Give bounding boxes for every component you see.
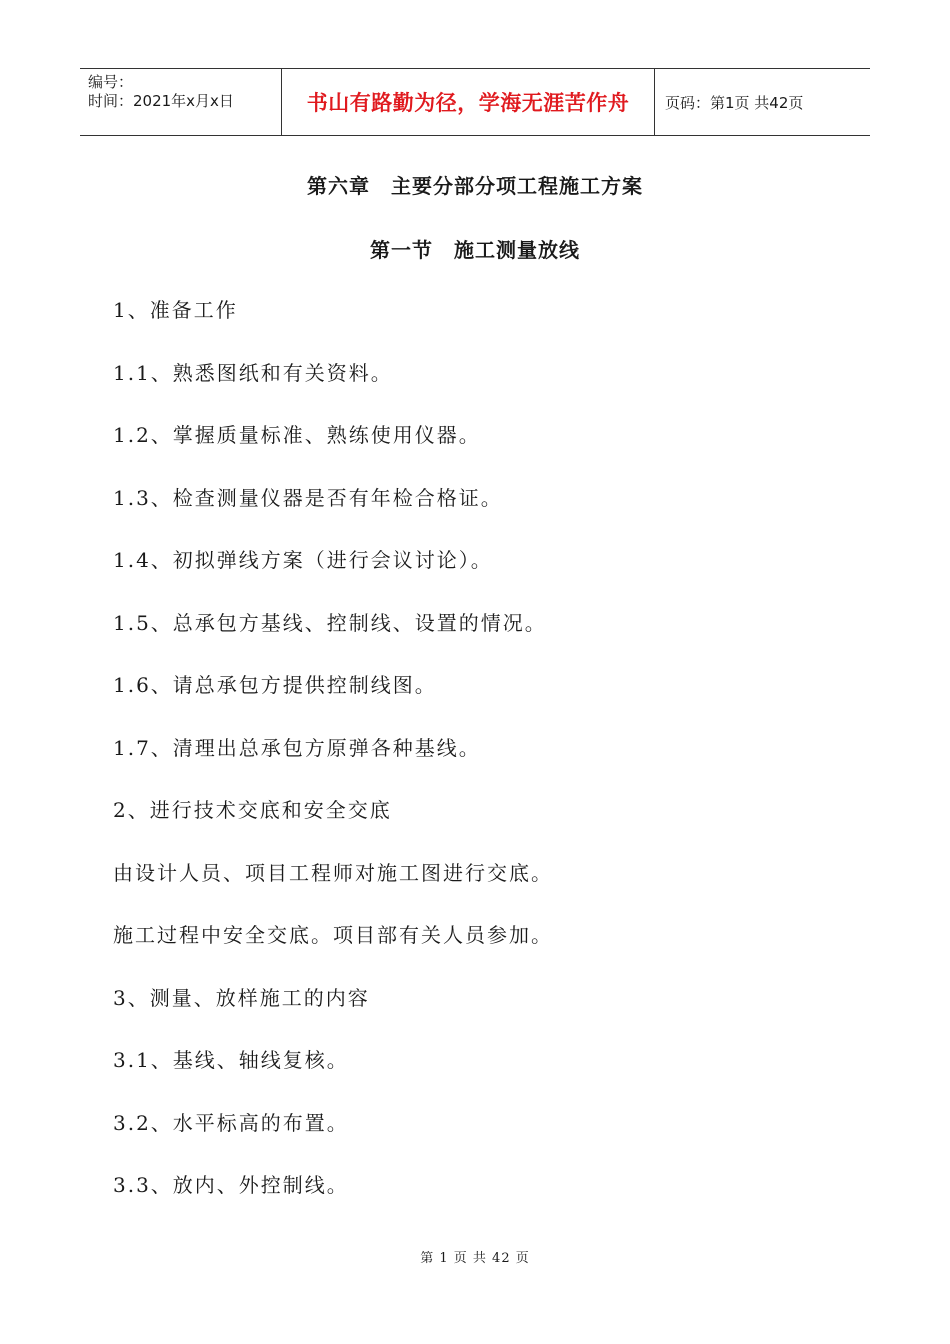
body-line: 1.5、总承包方基线、控制线、设置的情况。 xyxy=(113,610,547,635)
header-motto: 书山有路勤为径，学海无涯苦作舟 xyxy=(306,91,630,115)
body-line: 1.7、清理出总承包方原弹各种基线。 xyxy=(113,735,481,760)
doc-date-label: 时间：2021年x月x日 xyxy=(88,92,234,110)
body-line: 2、进行技术交底和安全交底 xyxy=(113,798,392,822)
body-line: 1.6、请总承包方提供控制线图。 xyxy=(113,673,437,697)
body-text xyxy=(113,295,873,1233)
page-header xyxy=(80,68,870,136)
body-line: 3.3、放内、外控制线。 xyxy=(113,1173,349,1197)
body-line: 1.3、检查测量仪器是否有年检合格证。 xyxy=(113,485,503,510)
header-motto-cell xyxy=(282,69,655,135)
body-line: 由设计人员、项目工程师对施工图进行交底。 xyxy=(113,860,553,885)
header-page-label: 页码：第1页 共42页 xyxy=(665,93,804,112)
header-page-cell xyxy=(655,69,870,135)
body-line: 施工过程中安全交底。项目部有关人员参加。 xyxy=(113,923,553,947)
chapter-title: 第六章 主要分部分项工程施工方案 xyxy=(307,174,643,198)
body-line: 3.2、水平标高的布置。 xyxy=(113,1110,349,1135)
body-line: 3.1、基线、轴线复核。 xyxy=(113,1048,349,1072)
body-line: 1.4、初拟弹线方案（进行会议讨论）。 xyxy=(113,548,493,572)
section-title: 第一节 施工测量放线 xyxy=(370,238,580,262)
body-line: 1.1、熟悉图纸和有关资料。 xyxy=(113,360,393,385)
body-line: 1.2、掌握质量标准、熟练使用仪器。 xyxy=(113,423,481,447)
header-meta-cell xyxy=(80,69,282,135)
doc-number-label: 编号： xyxy=(88,73,134,91)
body-line: 1、准备工作 xyxy=(113,298,238,322)
page-footer: 第 1 页 共 42 页 xyxy=(420,1251,530,1266)
body-line: 3、测量、放样施工的内容 xyxy=(113,985,370,1010)
